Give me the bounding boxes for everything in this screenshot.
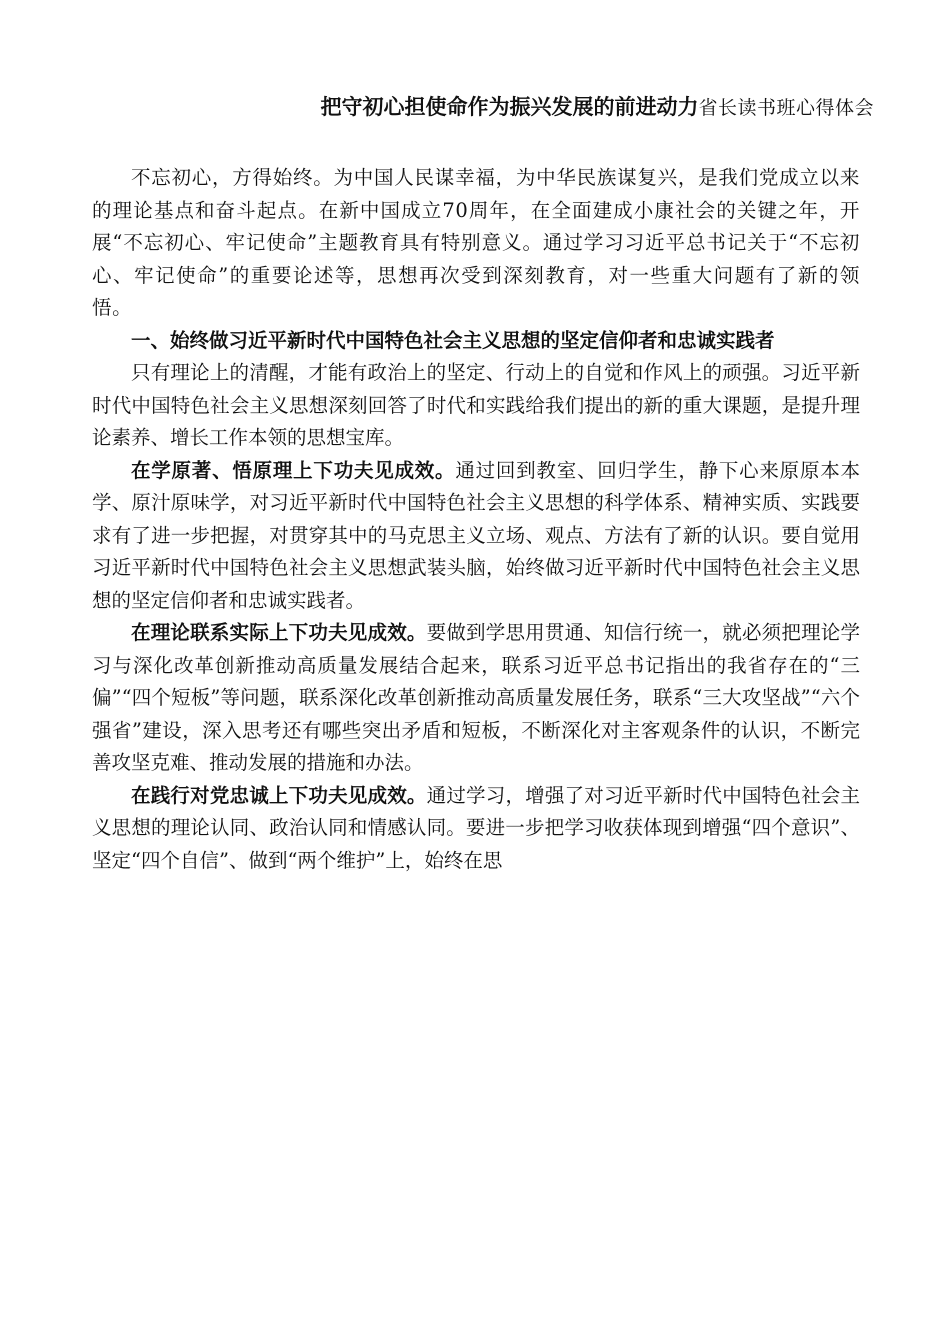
section-heading-1: 一、始终做习近平新时代中国特色社会主义思想的坚定信仰者和忠诚实践者 (131, 328, 775, 352)
document-title (320, 92, 874, 123)
point-3-body: 通过学习，增强了对习近平新时代中国特色社会主义思想的理论认同、政治认同和情感认同。要进一步把学习收获体现到增强“四个意识”、坚定“四个自信”、做到“两个维护”上，始终在思 (92, 783, 860, 872)
point-3-lead: 在践行对党忠诚上下功夫见成效。 (131, 783, 427, 807)
point-1-paragraph (92, 455, 860, 618)
document-body (92, 162, 860, 877)
title-main: 把守初心担使命作为振兴发展的前进动力 (320, 94, 699, 119)
intro-paragraph: 不忘初心，方得始终。为中国人民谋幸福，为中华民族谋复兴，是我们党成立以来的理论基点和奋斗起点。在新中国成立70周年，在全面建成小康社会的关键之年，开展“不忘初心、牢记使命”主题教育具有特别意义。通过学习习近平总书记关于“不忘初心、牢记使命”的重要论述等，思想再次受到深刻教育，对一些重大问题有了新的领悟。 (92, 166, 860, 319)
point-2-body: 要做到学思用贯通、知信行统一，就必须把理论学习与深化改革创新推动高质量发展结合起来，联系习近平总书记指出的我省存在的“三偏”“四个短板”等问题，联系深化改革创新推动高质量发展任务，联系“三大攻坚战”“六个强省”建设，深入思考还有哪些突出矛盾和短板，不断深化对主客观条件的认识，不断完善攻坚克难、推动发展的措施和办法。 (92, 621, 860, 774)
point-2-paragraph (92, 617, 860, 780)
point-2-lead: 在理论联系实际上下功夫见成效。 (131, 621, 427, 644)
point-1-lead: 在学原著、悟原理上下功夫见成效。 (131, 458, 456, 482)
title-subtitle: 省长读书班心得体会 (698, 97, 874, 119)
point-1-body: 通过回到教室、回归学生，静下心来原原本本学、原汁原味学，对习近平新时代中国特色社会主义思想的科学体系、精神实质、实践要求有了进一步把握，对贯穿其中的马克思主义立场、观点、方法有了新的认识。要自觉用习近平新时代中国特色社会主义思想武装头脑，始终做习近平新时代中国特色社会主义思想的坚定信仰者和忠诚实践者。 (92, 458, 860, 612)
point-3-paragraph (92, 780, 860, 878)
section-1-intro-paragraph: 只有理论上的清醒，才能有政治上的坚定、行动上的自觉和作风上的顽强。习近平新时代中国特色社会主义思想深刻回答了时代和实践给我们提出的新的重大课题，是提升理论素养、增长工作本领的思想宝库。 (92, 361, 860, 449)
